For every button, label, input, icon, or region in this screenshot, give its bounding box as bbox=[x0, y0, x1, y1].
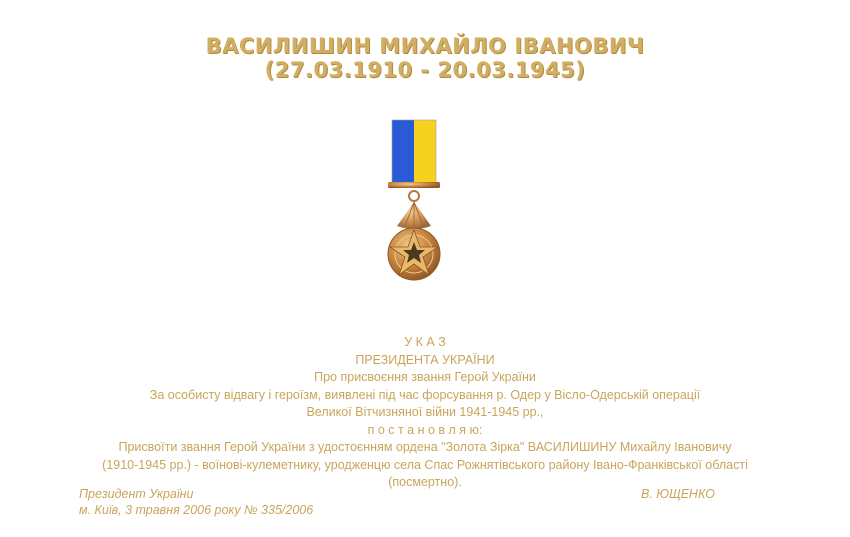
decree-block bbox=[0, 334, 850, 492]
decree-reason-line-1: За особисту відвагу і героїзм, виявлені під час форсування р. Одер у Вісло-Одерській операції bbox=[149, 387, 701, 402]
decree-body-line-3: (посмертно). bbox=[388, 475, 462, 489]
decree-reason-line-2: Великої Вітчизняної війни 1941-1945 рр., bbox=[306, 405, 544, 419]
decree-issuer: ПРЕЗИДЕНТА УКРАЇНИ bbox=[355, 352, 495, 367]
decree-resolve: п о с т а н о в л я ю: bbox=[367, 422, 483, 437]
decree-body-line-2: (1910-1945 рр.) - воїнові-кулеметнику, уродженцю села Спас Рожнятівського району Івано-Франківської області bbox=[102, 457, 748, 472]
signature-position: Президент України bbox=[79, 487, 194, 501]
decree-subject: Про присвоєння звання Герой України bbox=[314, 370, 536, 384]
signature-signer: В. ЮЩЕНКО bbox=[641, 487, 715, 501]
gold-star-medal-icon bbox=[375, 118, 465, 288]
decree-body-line-1: Присвоїти звання Герой України з удостоєнням ордена "Золота Зірка" ВАСИЛИШИНУ Михайлу Івановичу bbox=[118, 440, 732, 454]
decree-heading: У К А З bbox=[404, 335, 446, 349]
signature-place-date: м. Київ, 3 травня 2006 року № 335/2006 bbox=[79, 503, 314, 517]
hero-name: ВАСИЛИШИН МИХАЙЛО ІВАНОВИЧ bbox=[205, 34, 645, 58]
hero-dates: (27.03.1910 - 20.03.1945) bbox=[264, 58, 586, 82]
